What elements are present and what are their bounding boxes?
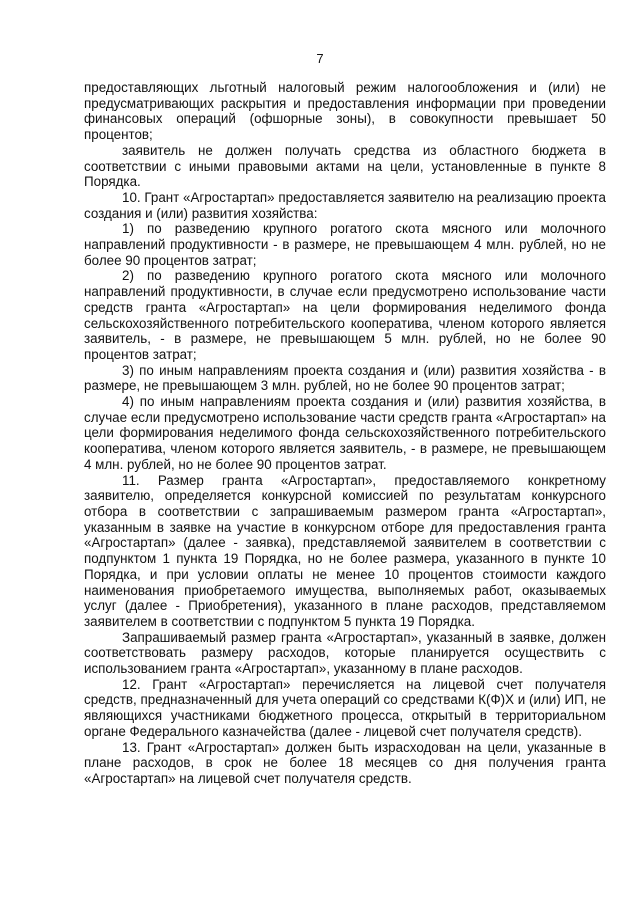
paragraph-13: 13. Грант «Агростартап» должен быть израсходован на цели, указанные в плане расходов, в срок не более 18 месяцев со дня получения гранта «Агростартап» на лицевой счет получателя средств.: [84, 739, 606, 786]
paragraph-10-item-1: 1) по разведению крупного рогатого скота мясного или молочного направлений продуктивности - в размере, не превышающем 4 млн. рублей, но не более 90 процентов затрат;: [84, 221, 606, 268]
paragraph-11-requested-amount: Запрашиваемый размер гранта «Агростартап», указанный в заявке, должен соответствовать размеру расходов, которые планируется осуществить с использованием гранта «Агростартап», указанному в плане расходов.: [84, 629, 606, 677]
paragraph-10-item-4: 4) по иным направлениям проекта создания и (или) развития хозяйства, в случае если предусмотрено использование части средств гранта «Агростартап» на цели формирования неделимого фонда сельскохозяйственного потребительского кооператива, членом которого является заявитель, - в размере, не превышающем 4 млн. рублей, но не более 90 процентов затрат.: [84, 394, 606, 472]
paragraph-continuation: предоставляющих льготный налоговый режим налогообложения и (или) не предусматривающих раскрытия и предоставления информации при проведении финансовых операций (офшорные зоны), в совокупности превышает 50 процентов;: [84, 80, 606, 143]
document-body: [84, 80, 606, 787]
paragraph-10-item-2: 2) по разведению крупного рогатого скота мясного или молочного направлений продуктивности, в случае если предусмотрено использование части средств гранта «Агростартап» на цели формирования неделимого фонда сельскохозяйственного потребительского кооператива, членом которого является заявитель, - в размере, не превышающем 5 млн. рублей, но не более 90 процентов затрат;: [84, 268, 606, 362]
paragraph-10-item-3: 3) по иным направлениям проекта создания и (или) развития хозяйства - в размере, не превышающем 3 млн. рублей, но не более 90 процентов затрат;: [84, 362, 606, 394]
paragraph-applicant-condition: заявитель не должен получать средства из областного бюджета в соответствии с иными правовыми актами на цели, установленные в пункте 8 Порядка.: [84, 142, 606, 190]
paragraph-12: 12. Грант «Агростартап» перечисляется на лицевой счет получателя средств, предназначенный для учета операций со средствами К(Ф)Х и (или) ИП, не являющихся участниками бюджетного процесса, открытый в территориальном органе Федерального казначейства (далее - лицевой счет получателя средств).: [84, 676, 606, 739]
page-number: 7: [316, 51, 324, 66]
paragraph-11: 11. Размер гранта «Агростартап», предоставляемого конкретному заявителю, определяется конкурсной комиссией по результатам конкурсного отбора в соответствии с запрашиваемым размером гранта «Агростартап», указанным в заявке на участие в конкурсном отборе для предоставления гранта «Агростартап» (далее - заявка), представляемой заявителем в соответствии с подпунктом 1 пункта 19 Порядка, но не более размера, указанного в пункте 10 Порядка, и при условии оплаты не менее 10 процентов стоимости каждого наименования приобретаемого имущества, выполняемых работ, оказываемых услуг (далее - Приобретения), указанного в плане расходов, представляемом заявителем в соответствии с подпунктом 5 пункта 19 Порядка.: [84, 472, 606, 629]
paragraph-10: 10. Грант «Агростартап» предоставляется заявителю на реализацию проекта создания и (или) развития хозяйства:: [84, 189, 606, 221]
